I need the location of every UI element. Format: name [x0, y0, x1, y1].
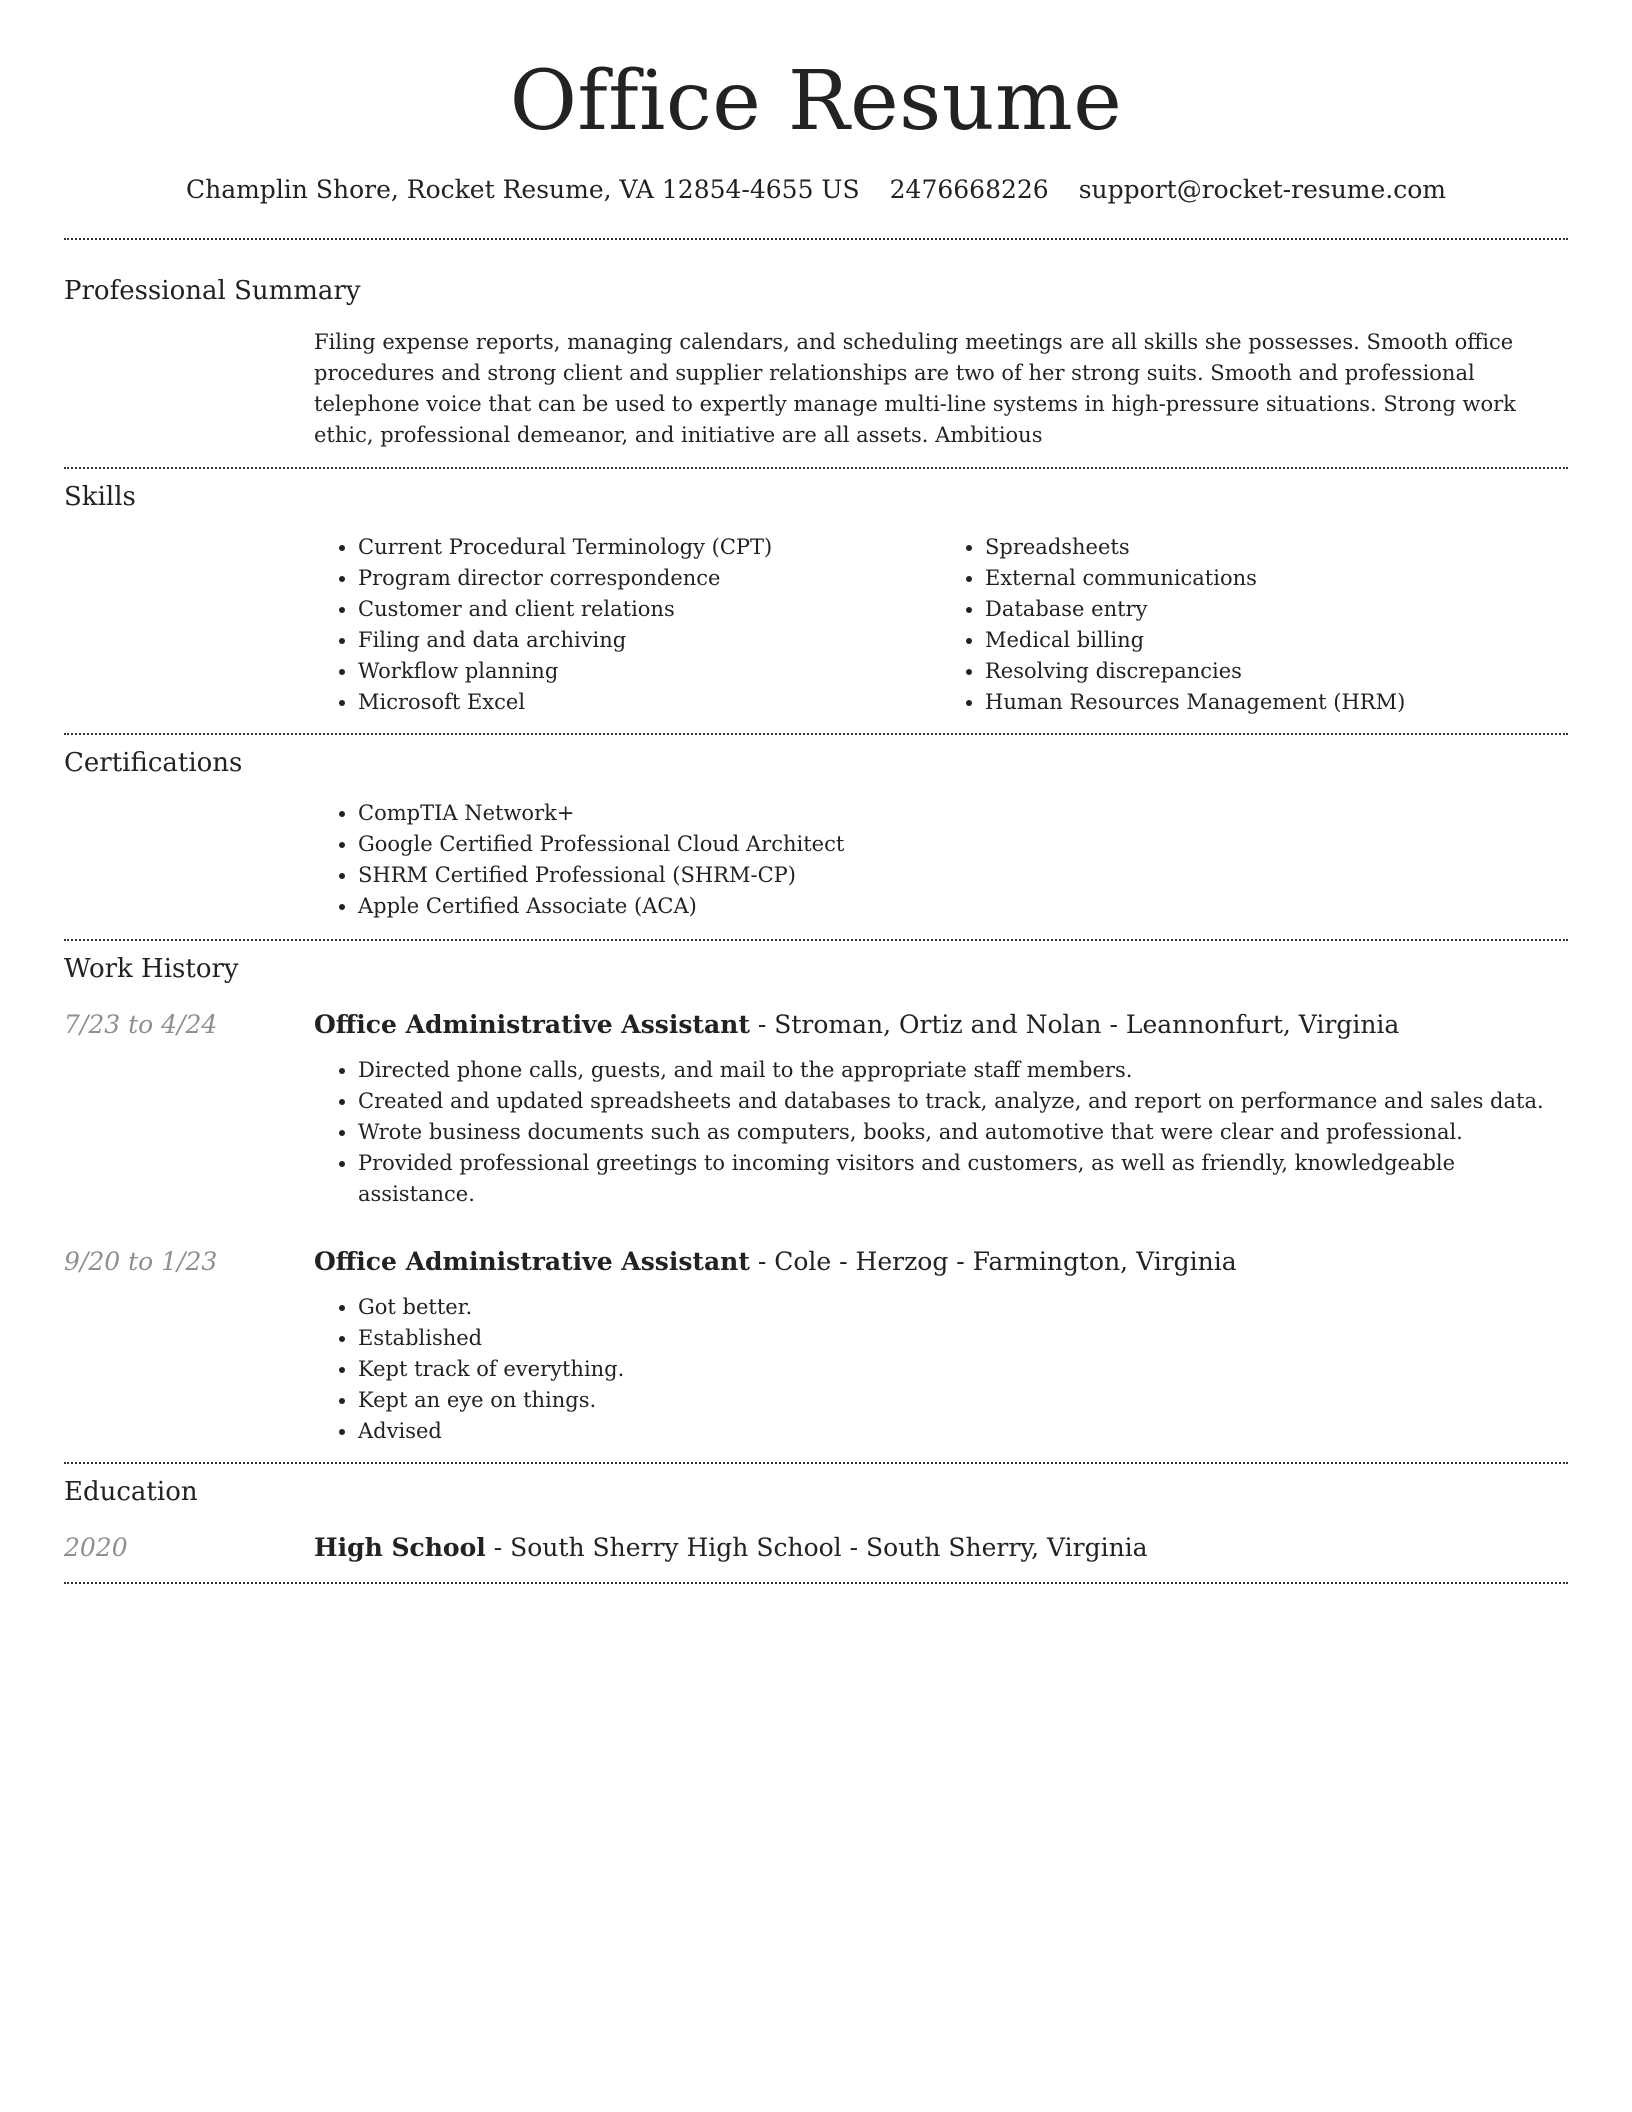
separator: -: [749, 1247, 775, 1276]
separator: -: [841, 1533, 867, 1562]
job-bullet: • Created and updated spreadsheets and databases to track, analyze, and report on performance and sales data.: [358, 1086, 1568, 1117]
education-title-line: [314, 1530, 1148, 1566]
job-company: Cole - Herzog: [774, 1247, 949, 1276]
summary-text: Filing expense reports, managing calendars, and scheduling meetings are all skills she possesses. Smooth office procedures and strong client and supplier relationships are two of her strong suits. Smooth and professional telephone voice that can be used to expertly manage multi-line systems in high-pressure situations. Strong work ethic, professional demeanor, and initiative are all assets. Ambitious: [314, 330, 1516, 447]
skill-item: • External communications: [985, 563, 1568, 594]
skills-columns: [314, 532, 1568, 718]
skill-item: • Customer and client relations: [358, 594, 941, 625]
skill-item: • Medical billing: [985, 625, 1568, 656]
skill-item: • Resolving discrepancies: [985, 656, 1568, 687]
job-bullet: • Directed phone calls, guests, and mail to the appropriate staff members.: [358, 1055, 1568, 1086]
job-bullet: • Got better.: [358, 1292, 1568, 1323]
skill-item: • Database entry: [985, 594, 1568, 625]
summary-section: [64, 240, 1568, 467]
contact-phone: 2476668226: [889, 175, 1049, 204]
contact-email: support@rocket-resume.com: [1078, 175, 1447, 204]
skills-list-left: [314, 532, 941, 718]
job-company: Stroman, Ortiz and Nolan: [774, 1010, 1102, 1039]
job-bullet: • Provided professional greetings to incoming visitors and customers, as well as friendly, knowledgeable assistance.: [358, 1148, 1568, 1210]
skill-item: • Filing and data archiving: [358, 625, 941, 656]
job-dates: 7/23 to 4/24: [64, 1010, 218, 1039]
skill-item: • Current Procedural Terminology (CPT): [358, 532, 941, 563]
separator: -: [1101, 1010, 1126, 1039]
skill-item: • Microsoft Excel: [358, 687, 941, 718]
job-bullet: • Kept an eye on things.: [358, 1385, 1568, 1416]
job-bullets: [314, 1292, 1568, 1447]
education-location: South Sherry, Virginia: [866, 1533, 1148, 1562]
job-title-line: [314, 1244, 1237, 1280]
job-title-line: [314, 1007, 1399, 1043]
education-section: [64, 1464, 1568, 1582]
contact-address: Champlin Shore, Rocket Resume, VA 12854-4655 US: [185, 175, 860, 204]
job-role: Office Administrative Assistant: [314, 1247, 750, 1276]
job-details: [314, 1055, 1568, 1210]
skill-item: • Program director correspondence: [358, 563, 941, 594]
certification-item: • CompTIA Network+: [358, 798, 1568, 829]
job-details: [314, 1292, 1568, 1447]
job-dates: 9/20 to 1/23: [64, 1247, 218, 1276]
education-degree: High School: [314, 1533, 486, 1562]
job-header: [64, 1007, 1568, 1043]
job-header: [64, 1244, 1568, 1280]
skill-item: • Human Resources Management (HRM): [985, 687, 1568, 718]
job-bullet: • Wrote business documents such as computers, books, and automotive that were clear and professional.: [358, 1117, 1568, 1148]
separator: -: [749, 1010, 775, 1039]
section-title-work-history: Work History: [64, 954, 239, 984]
certification-item: • SHRM Certified Professional (SHRM-CP): [358, 860, 1568, 891]
divider: [64, 1582, 1568, 1584]
job-location: Leannonfurt, Virginia: [1125, 1010, 1400, 1039]
resume-name: Office Resume: [509, 54, 1123, 149]
education-school: South Sherry High School: [510, 1533, 842, 1562]
job-location: Farmington, Virginia: [972, 1247, 1237, 1276]
skills-section: [64, 469, 1568, 733]
job-bullet: • Advised: [358, 1416, 1568, 1447]
section-title-skills: Skills: [64, 482, 136, 512]
job-entry: [64, 1244, 1568, 1447]
job-bullets: [314, 1055, 1568, 1210]
job-entry: [64, 1007, 1568, 1210]
education-year: 2020: [64, 1533, 128, 1562]
job-role: Office Administrative Assistant: [314, 1010, 750, 1039]
education-entry: [64, 1530, 1568, 1566]
separator: -: [948, 1247, 973, 1276]
certifications-section: [64, 735, 1568, 939]
section-title-summary: Professional Summary: [64, 276, 361, 306]
skill-item: • Spreadsheets: [985, 532, 1568, 563]
contact-line: [64, 172, 1568, 208]
job-bullet: • Kept track of everything.: [358, 1354, 1568, 1385]
job-bullet: • Established: [358, 1323, 1568, 1354]
skills-list-right: [941, 532, 1568, 718]
section-title-certifications: Certifications: [64, 748, 243, 778]
certifications-list: [314, 798, 1568, 922]
work-history-section: [64, 941, 1568, 1462]
certification-item: • Google Certified Professional Cloud Architect: [358, 829, 1568, 860]
skill-item: • Workflow planning: [358, 656, 941, 687]
separator: -: [485, 1533, 511, 1562]
certification-item: • Apple Certified Associate (ACA): [358, 891, 1568, 922]
section-title-education: Education: [64, 1477, 198, 1507]
certifications-body: [314, 798, 1568, 922]
